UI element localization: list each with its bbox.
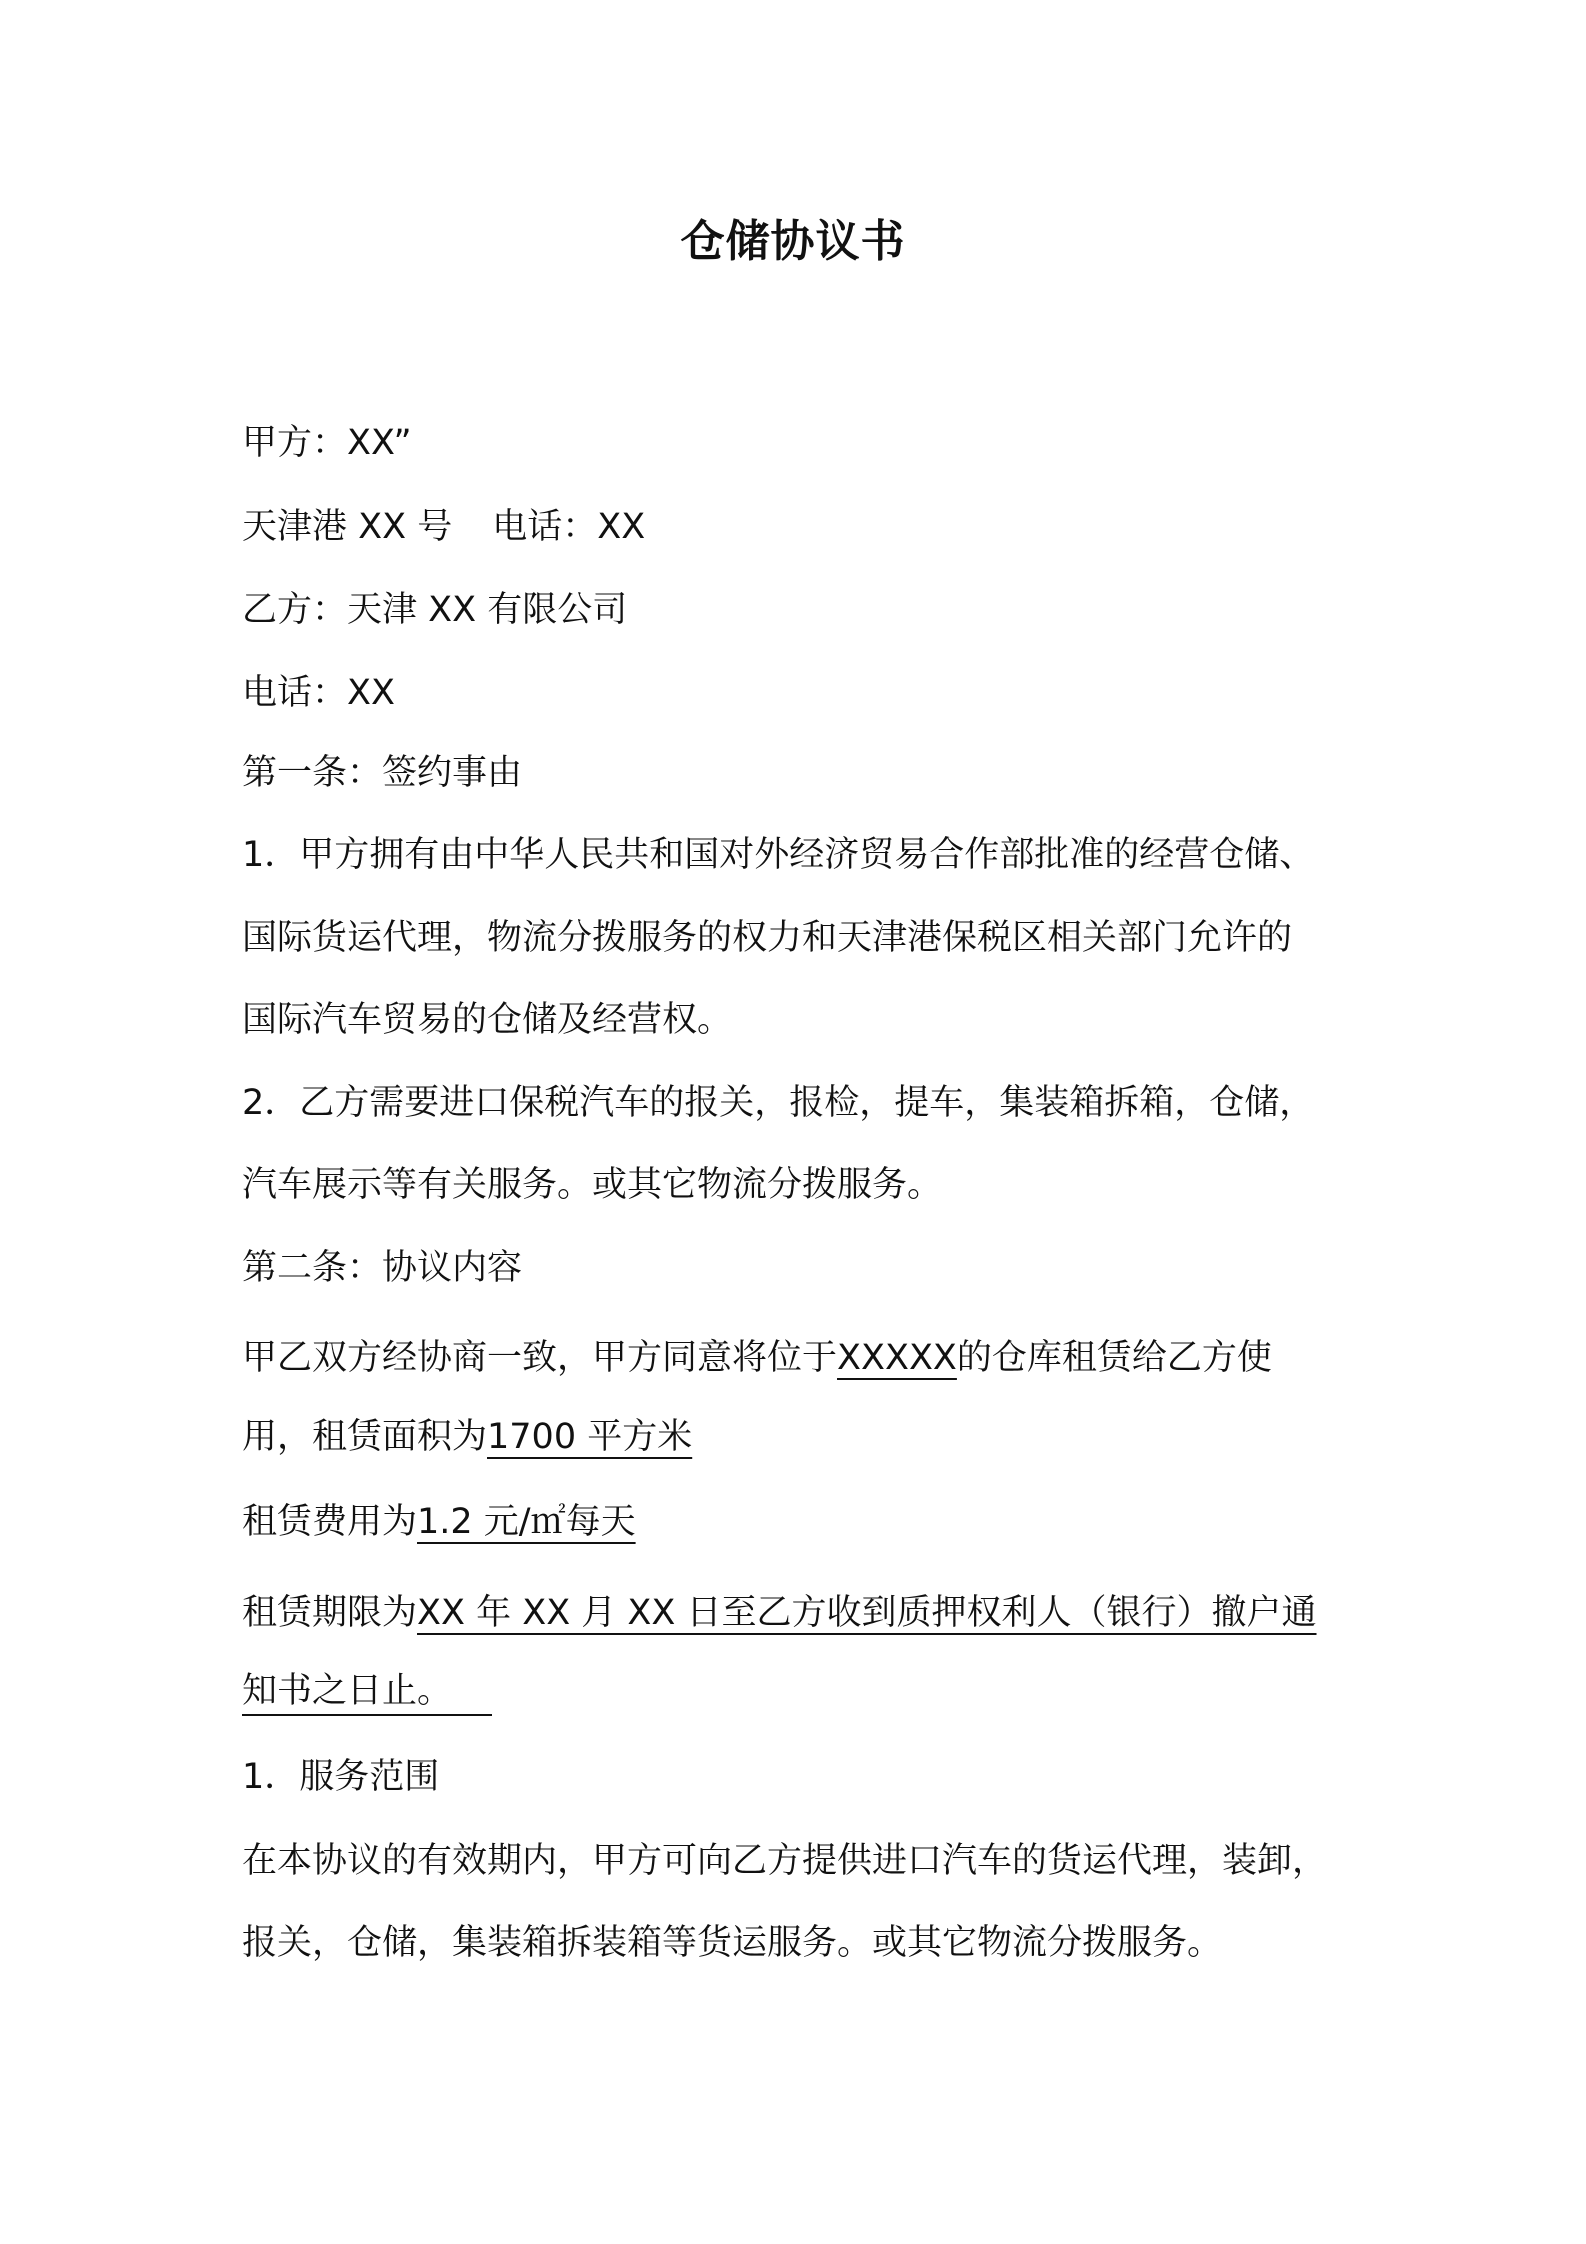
service-line-1: 在本协议的有效期内，甲方可向乙方提供进口汽车的货运代理，装卸，: [242, 1841, 1328, 1881]
party-a-address: 天津港 XX 号: [242, 507, 453, 547]
party-b: 乙方：天津 XX 有限公司: [242, 590, 628, 630]
content-line-1-prefix: 甲乙双方经协商一致，甲方同意将位于: [242, 1338, 838, 1378]
article-2-heading: 第二条：协议内容: [242, 1248, 523, 1288]
content-line-2-prefix: 用，租赁面积为: [242, 1417, 488, 1457]
article-1-item-1-line-2: 国际货运代理，物流分拨服务的权力和天津港保税区相关部门允许的: [242, 918, 1293, 958]
rental-term-prefix: 租赁期限为: [242, 1593, 418, 1633]
article-1-heading: 第一条：签约事由: [242, 753, 523, 793]
content-line-1: [242, 1333, 1272, 1383]
party-a: 甲方：XX”: [242, 423, 412, 463]
article-1-item-1-line-3: 国际汽车贸易的仓储及经营权。: [242, 1000, 733, 1040]
service-scope-heading: 1．服务范围: [242, 1757, 440, 1797]
rental-fee-line: [242, 1497, 636, 1547]
party-b-phone: 电话：XX: [242, 673, 395, 713]
party-a-phone: 电话：XX: [492, 507, 646, 547]
rental-term-value-2: 知书之日止。: [242, 1668, 492, 1716]
article-1-item-1-line-1: 1．甲方拥有由中华人民共和国对外经济贸易合作部批准的经营仓储、: [242, 835, 1315, 875]
content-line-1-suffix: 的仓库租赁给乙方使: [956, 1338, 1272, 1378]
rental-area: 1700 平方米: [487, 1417, 693, 1457]
rental-fee-prefix: 租赁费用为: [242, 1502, 418, 1542]
article-1-item-2-line-2: 汽车展示等有关服务。或其它物流分拨服务。: [242, 1165, 943, 1205]
rental-term-line-2: [242, 1666, 492, 1716]
rental-term-line-1: [242, 1588, 1317, 1638]
service-line-2: 报关，仓储，集装箱拆装箱等货运服务。或其它物流分拨服务。: [242, 1923, 1223, 1963]
document-title: 仓储协议书: [680, 216, 906, 267]
rental-term-value-1: XX 年 XX 月 XX 日至乙方收到质押权利人（银行）撤户通: [417, 1593, 1317, 1633]
rental-location: XXXXX: [837, 1338, 957, 1378]
rental-fee-value: 1.2 元/㎡每天: [417, 1502, 636, 1542]
party-a-contact-line: [242, 502, 645, 552]
content-line-2: [242, 1412, 692, 1462]
article-1-item-2-line-1: 2．乙方需要进口保税汽车的报关，报检，提车，集装箱拆箱，仓储，: [242, 1083, 1315, 1123]
